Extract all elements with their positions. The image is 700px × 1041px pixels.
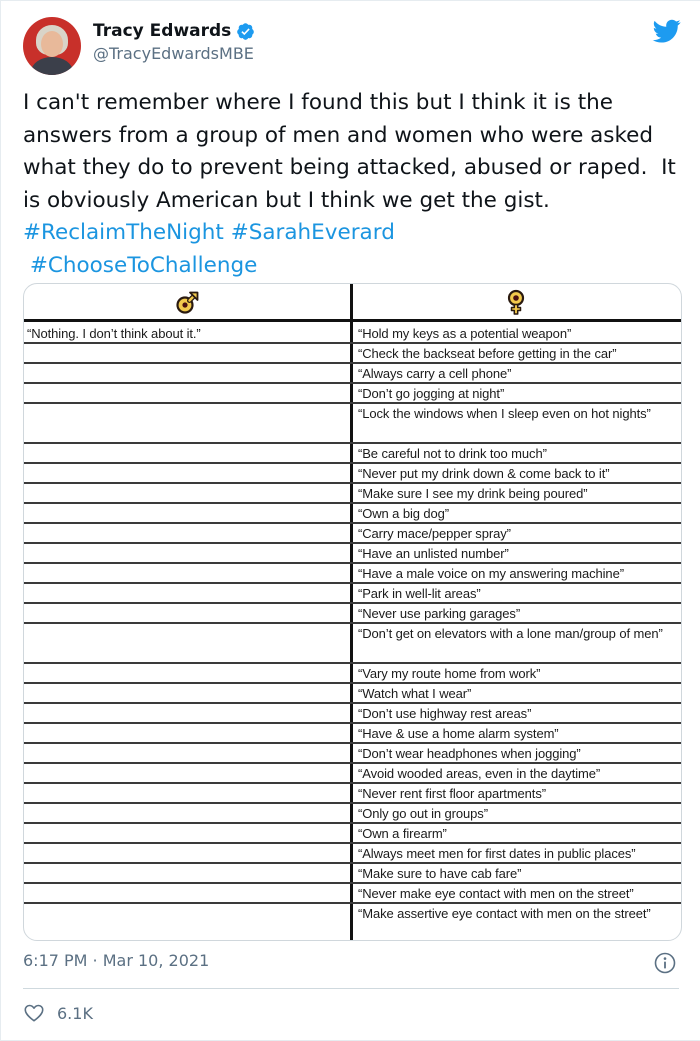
table-row [24, 844, 681, 864]
women-answer: “Watch what I wear” [358, 686, 472, 701]
table-row [24, 744, 681, 764]
table-row [24, 604, 681, 624]
table-row [24, 664, 681, 684]
table-row [24, 564, 681, 584]
table-row [24, 684, 681, 704]
table-row [24, 764, 681, 784]
table-row [24, 804, 681, 824]
women-answer: “Don’t wear headphones when jogging” [358, 746, 581, 761]
women-answer: “Own a firearm” [358, 826, 447, 841]
women-answer: “Own a big dog” [358, 506, 449, 521]
women-answer: “Make assertive eye contact with men on the street” [358, 906, 651, 921]
divider [23, 988, 679, 989]
women-answer: “Never make eye contact with men on the street” [358, 886, 634, 901]
hashtag-saraheverard[interactable]: #SarahEverard [230, 220, 395, 245]
table-row [24, 344, 681, 364]
like-count: 6.1K [57, 1003, 93, 1023]
women-answer: “Never use parking garages” [358, 606, 521, 621]
table-row [24, 544, 681, 564]
table-row [24, 584, 681, 604]
tweet-image[interactable] [23, 283, 682, 941]
women-answer: “Don’t go jogging at night” [358, 386, 505, 401]
table-row [24, 784, 681, 804]
women-answer: “Have & use a home alarm system” [358, 726, 559, 741]
women-answer: “Park in well-lit areas” [358, 586, 481, 601]
women-answer: “Carry mace/pepper spray” [358, 526, 511, 541]
women-answer: “Hold my keys as a potential weapon” [358, 326, 572, 341]
women-answer: “Make sure to have cab fare” [358, 866, 522, 881]
women-answer: “Have a male voice on my answering machine” [358, 566, 624, 581]
women-answer: “Always meet men for first dates in public places” [358, 846, 636, 861]
like-button[interactable] [23, 1002, 93, 1024]
table-row [24, 504, 681, 524]
female-symbol-icon [502, 288, 530, 316]
tweet-meta [23, 951, 679, 977]
table-row [24, 624, 681, 664]
women-answer: “Lock the windows when I sleep even on hot nights” [358, 406, 651, 421]
display-name[interactable]: Tracy Edwards [93, 21, 232, 41]
women-answer: “Always carry a cell phone” [358, 366, 512, 381]
women-answer: “Check the backseat before getting in the car” [358, 346, 617, 361]
table-row [24, 904, 681, 941]
timestamp[interactable]: 6:17 PM · Mar 10, 2021 [23, 951, 210, 970]
tweet-header [23, 17, 683, 77]
table-row [24, 464, 681, 484]
women-answer: “Never rent first floor apartments” [358, 786, 546, 801]
avatar[interactable] [23, 17, 81, 75]
author-info[interactable] [93, 21, 255, 63]
men-answer: “Nothing. I don’t think about it.” [27, 326, 201, 341]
women-answer: “Be careful not to drink too much” [358, 446, 547, 461]
women-answer: “Never put my drink down & come back to it” [358, 466, 610, 481]
women-answer: “Don’t use highway rest areas” [358, 706, 532, 721]
women-answer: “Vary my route home from work” [358, 666, 541, 681]
hashtag-choosetochallenge[interactable]: #ChooseToChallenge [29, 252, 258, 278]
women-answer: “Avoid wooded areas, even in the daytime” [358, 766, 601, 781]
handle[interactable]: @TracyEdwardsMBE [93, 44, 254, 63]
table-row [24, 484, 681, 504]
table-row [24, 444, 681, 464]
table-row [24, 524, 681, 544]
women-answer: “Make sure I see my drink being poured” [358, 486, 588, 501]
hashtag-reclaimthenight[interactable]: #ReclaimTheNight [23, 220, 224, 245]
table-row [24, 824, 681, 844]
info-icon[interactable] [653, 951, 677, 975]
tweet-text: I can't remember where I found this but I think it is the answers from a group of men and women who were asked what they do to prevent being attacked, abused or raped. It is obviously American but I think we get the gist. [23, 90, 683, 213]
tweet-body [23, 87, 683, 282]
women-answer: “Have an unlisted number” [358, 546, 509, 561]
answers-table [24, 324, 681, 941]
table-row [24, 384, 681, 404]
table-row [24, 884, 681, 904]
heart-icon[interactable] [23, 1002, 45, 1024]
women-answer: “Only go out in groups” [358, 806, 488, 821]
table-row [24, 364, 681, 384]
table-row [24, 864, 681, 884]
verified-badge-icon [236, 22, 255, 41]
women-answer: “Don’t get on elevators with a lone man/group of men” [358, 626, 663, 641]
table-row [24, 724, 681, 744]
twitter-bird-icon[interactable] [651, 17, 683, 45]
table-row [24, 404, 681, 444]
male-symbol-icon [174, 288, 202, 316]
table-row [24, 324, 681, 344]
table-row [24, 704, 681, 724]
